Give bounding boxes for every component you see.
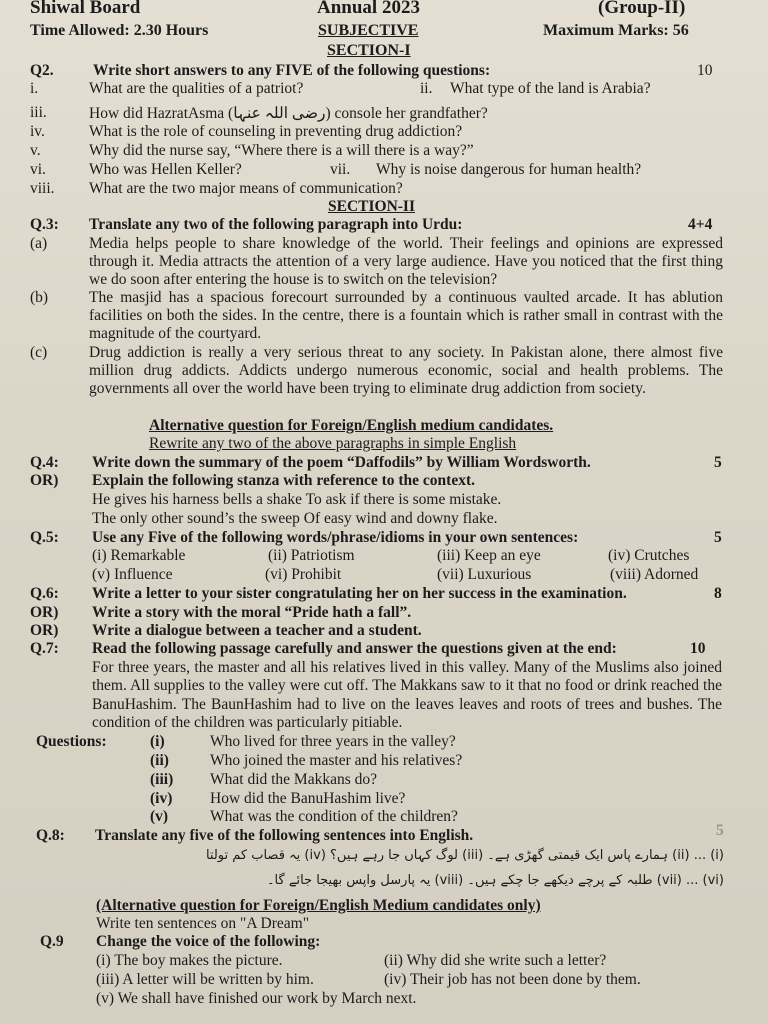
subjective-label: SUBJECTIVE bbox=[318, 22, 419, 39]
q2-item-text: What are the two major means of communication? bbox=[89, 180, 403, 197]
q2-item-number: v. bbox=[30, 142, 41, 159]
q9-item: (v) We shall have finished our work by March next. bbox=[96, 990, 417, 1007]
q8-number: Q.8: bbox=[36, 827, 65, 844]
q7-question-text: Who lived for three years in the valley? bbox=[210, 733, 456, 750]
q5-word: (iv) Crutches bbox=[608, 547, 690, 564]
q2-item-number: vii. bbox=[330, 161, 351, 178]
q8-instruction: Translate any five of the following sentences into English. bbox=[95, 827, 474, 844]
q9-item: (ii) Why did she write such a letter? bbox=[384, 952, 607, 969]
time-allowed: Time Allowed: 2.30 Hours bbox=[30, 22, 209, 39]
q2-item-text: Who was Hellen Keller? bbox=[89, 161, 242, 178]
q8-urdu-line-1: (i) ... (ii) ہمارے پاس ایک قیمتی گھڑی ہے۔ (iii) لوگ کہاں جا رہے ہیں؟ (iv) یہ قصاب کم تولتا bbox=[205, 848, 724, 863]
q7-question-number: (ii) bbox=[150, 752, 169, 769]
q3-para-label: (b) bbox=[30, 289, 49, 306]
q2-item-text: Why did the nurse say, “Where there is a will there is a way?” bbox=[89, 142, 474, 159]
q2-item-number: i. bbox=[30, 80, 39, 97]
q3-para-label: (a) bbox=[30, 235, 48, 252]
q5-word: (ii) Patriotism bbox=[268, 547, 355, 564]
exam-year: Annual 2023 bbox=[317, 0, 420, 18]
q3-para-label: (c) bbox=[30, 344, 48, 361]
q4-instruction: Write down the summary of the poem “Daffodils” by William Wordsworth. bbox=[92, 454, 591, 471]
q4-or-instruction: Explain the following stanza with reference to the context. bbox=[92, 472, 476, 489]
q3-instruction: Translate any two of the following paragraph into Urdu: bbox=[89, 216, 463, 233]
q2-item-number: iii. bbox=[30, 104, 47, 121]
q7-number: Q.7: bbox=[30, 640, 59, 657]
q4-number: Q.4: bbox=[30, 454, 59, 471]
q2-item-number: iv. bbox=[30, 123, 45, 140]
q9-instruction: Change the voice of the following: bbox=[96, 933, 321, 950]
q7-question-text: How did the BanuHashim live? bbox=[210, 790, 406, 807]
q9-item: (i) The boy makes the picture. bbox=[96, 952, 283, 969]
q7-question-number: (iv) bbox=[150, 790, 173, 807]
q6-number: Q.6: bbox=[30, 585, 59, 602]
q4-marks: 5 bbox=[714, 454, 722, 471]
q5-word: (iii) Keep an eye bbox=[437, 547, 541, 564]
q7-question-text: What did the Makkans do? bbox=[210, 771, 378, 788]
q7-questions-label: Questions: bbox=[36, 733, 107, 750]
q5-word: (vi) Prohibit bbox=[265, 566, 342, 583]
q5-marks: 5 bbox=[714, 529, 722, 546]
q8-alternative-title: (Alternative question for Foreign/English Medium candidates only) bbox=[96, 897, 541, 914]
group-label: (Group-II) bbox=[598, 0, 686, 18]
q2-item-text: What are the qualities of a patriot? bbox=[89, 80, 304, 97]
q6-marks: 8 bbox=[714, 585, 722, 602]
q2-item-text: What type of the land is Arabia? bbox=[450, 80, 651, 97]
q4-or-label: OR) bbox=[30, 472, 59, 489]
q5-word: (vii) Luxurious bbox=[437, 566, 532, 583]
q2-item-text: How did HazratAsma (رضی اللہ عنہا) console her grandfather? bbox=[89, 105, 488, 122]
q6-or-story: Write a story with the moral “Pride hath a fall”. bbox=[92, 604, 412, 621]
q5-word: (viii) Adorned bbox=[610, 566, 699, 583]
q6-instruction: Write a letter to your sister congratulating her on her success in the examination. bbox=[92, 585, 627, 602]
q9-number: Q.9 bbox=[40, 933, 64, 950]
q2-instruction: Write short answers to any FIVE of the following questions: bbox=[93, 62, 491, 79]
q2-item-number: viii. bbox=[30, 180, 55, 197]
q5-word: (i) Remarkable bbox=[92, 547, 186, 564]
q7-question-number: (i) bbox=[150, 733, 165, 750]
q7-instruction: Read the following passage carefully and answer the questions given at the end: bbox=[92, 640, 617, 657]
q2-item-text: Why is noise dangerous for human health? bbox=[376, 161, 642, 178]
q6-or-label: OR) bbox=[30, 604, 59, 621]
q3-alternative-title: Alternative question for Foreign/English medium candidates. bbox=[149, 417, 554, 434]
q7-question-number: (iii) bbox=[150, 771, 174, 788]
q3-para-text: Media helps people to share knowledge of the world. Their feelings and opinions are expressed through it. Media attracts the attention of a very large audience. Have you noticed that the first thing we do soon after entering the house is to switch on the television? bbox=[89, 235, 723, 288]
q2-item-text: What is the role of counseling in preventing drug addiction? bbox=[89, 123, 463, 140]
q2-marks: 10 bbox=[697, 62, 713, 79]
q7-question-text: What was the condition of the children? bbox=[210, 808, 458, 825]
stanza-line-2: The only other sound’s the sweep Of easy wind and downy flake. bbox=[92, 510, 498, 527]
section-1-title: SECTION-I bbox=[327, 42, 411, 59]
q5-number: Q.5: bbox=[30, 529, 59, 546]
q6-or-dialogue: Write a dialogue between a teacher and a student. bbox=[92, 622, 422, 639]
q3-para-text: The masjid has a spacious forecourt surrounded by a continuous vaulted arcade. It has ablution facilities on both the sides. In the centre, there is a fountain which is rather small in contrast with the magnitude of the courtyard. bbox=[89, 289, 723, 342]
q3-number: Q.3: bbox=[30, 216, 59, 233]
q5-instruction: Use any Five of the following words/phrase/idioms in your own sentences: bbox=[92, 529, 579, 546]
q8-alternative-text: Write ten sentences on "A Dream" bbox=[96, 915, 310, 932]
q6-or-label: OR) bbox=[30, 622, 59, 639]
q5-word: (v) Influence bbox=[92, 566, 173, 583]
section-2-title: SECTION-II bbox=[328, 198, 415, 215]
board-name: Shiwal Board bbox=[30, 0, 141, 18]
q3-marks: 4+4 bbox=[688, 216, 713, 233]
q9-item: (iii) A letter will be written by him. bbox=[96, 971, 314, 988]
q8-urdu-line-2: (vi) ... (vii) طلبہ کے پرچے دیکھے جا چکے ہیں۔ (viii) یہ پارسل واپس بھیجا جائے گا۔ bbox=[266, 873, 724, 888]
q3-alternative-text: Rewrite any two of the above paragraphs in simple English bbox=[149, 435, 517, 452]
q9-item: (iv) Their job has not been done by them. bbox=[384, 971, 641, 988]
q7-passage: For three years, the master and all his relatives lived in this valley. Many of the Muslims also joined them. All supplies to the valley were cut off. The Makkans saw to it that no food or drink reached the BanuHashim. The BaunHashim had to live on the leaves leaves and roots of trees and bushes. The condition of the children was particularly pitiable. bbox=[92, 659, 722, 731]
q7-marks: 10 bbox=[690, 640, 706, 657]
q2-item-number: ii. bbox=[420, 80, 433, 97]
q2-number: Q2. bbox=[30, 62, 54, 79]
max-marks: Maximum Marks: 56 bbox=[543, 22, 689, 39]
stanza-line-1: He gives his harness bells a shake To ask if there is some mistake. bbox=[92, 491, 502, 508]
q2-item-number: vi. bbox=[30, 161, 46, 178]
q7-question-text: Who joined the master and his relatives? bbox=[210, 752, 463, 769]
q7-question-number: (v) bbox=[150, 808, 169, 825]
q8-marks: 5 bbox=[716, 822, 724, 839]
q3-para-text: Drug addiction is really a very serious threat to any society. In Pakistan alone, there almost five million drug addicts. Addicts undergo numerous economic, social and health problems. The governments all over the world have been trying to eliminate drug addiction from society. bbox=[89, 344, 723, 397]
